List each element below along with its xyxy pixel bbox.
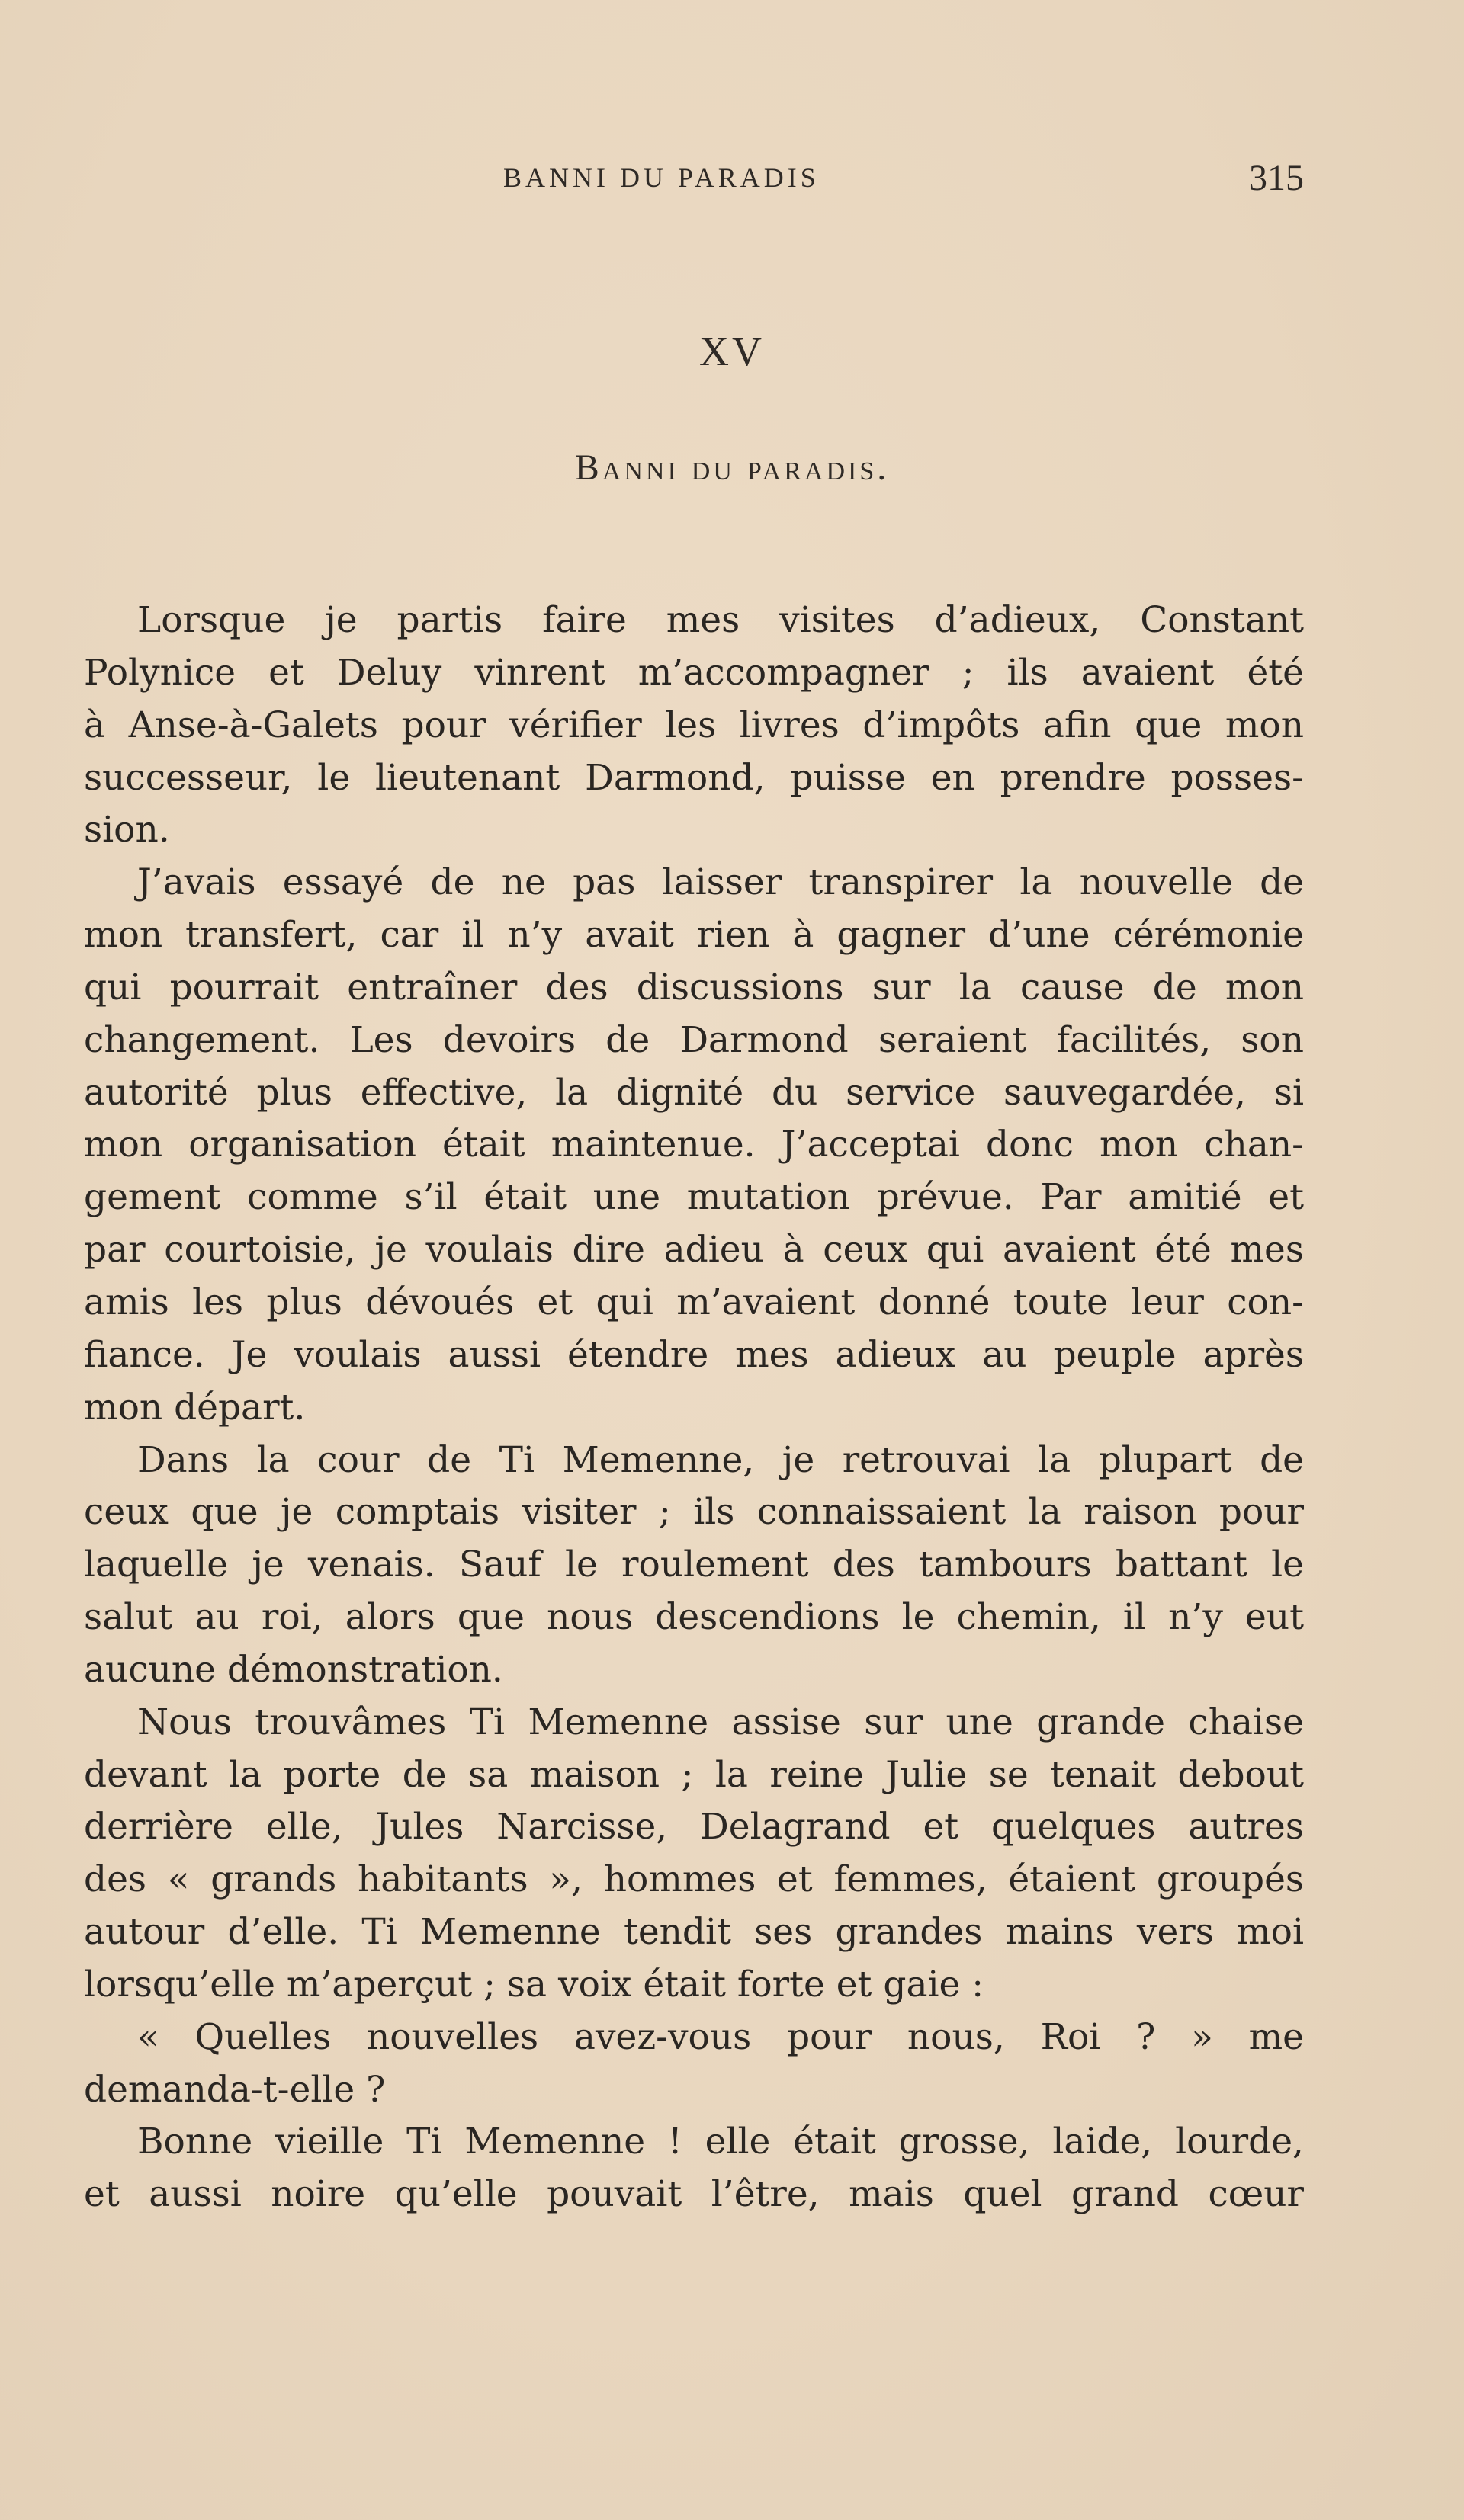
- text-line: par courtoisie, je voulais dire adieu à ceux qui avaient été mes: [84, 1229, 1304, 1271]
- text-line: Bonne vieille Ti Memenne ! elle était grosse, laide, lourde,: [137, 2121, 1304, 2163]
- page-number: 315: [1249, 158, 1304, 198]
- text-line: gement comme s’il était une mutation prévue. Par amitié et: [84, 1176, 1304, 1219]
- text-line: autour d’elle. Ti Memenne tendit ses grandes mains vers moi: [84, 1911, 1304, 1954]
- text-line: Nous trouvâmes Ti Memenne assise sur une grande chaise: [137, 1701, 1304, 1743]
- running-title: BANNI DU PARADIS: [503, 162, 820, 193]
- text-line: des « grands habitants », hommes et femmes, étaient groupés: [84, 1858, 1304, 1901]
- text-line: amis les plus dévoués et qui m’avaient donné toute leur con-: [84, 1281, 1304, 1323]
- text-line: mon départ.: [84, 1386, 306, 1428]
- text-line: devant la porte de sa maison ; la reine Julie se tenait debout: [84, 1753, 1304, 1796]
- text-line: sion.: [84, 809, 170, 851]
- text-line: et aussi noire qu’elle pouvait l’être, mais quel grand cœur: [84, 2173, 1304, 2216]
- text-line: derrière elle, Jules Narcisse, Delagrand et quelques autres: [84, 1806, 1304, 1848]
- text-line: ceux que je comptais visiter ; ils connaissaient la raison pour: [84, 1491, 1304, 1534]
- text-line: demanda-t-elle ?: [84, 2068, 386, 2111]
- running-head: [114, 158, 1304, 207]
- text-line: Polynice et Deluy vinrent m’accompagner ; ils avaient été: [84, 651, 1304, 694]
- chapter-number: XV: [699, 329, 765, 374]
- text-line: Dans la cour de Ti Memenne, je retrouvai la plupart de: [137, 1438, 1304, 1481]
- text-line: changement. Les devoirs de Darmond seraient facilités, son: [84, 1018, 1304, 1061]
- text-line: à Anse-à-Galets pour vérifier les livres d’impôts afin que mon: [84, 704, 1304, 746]
- text-line: salut au roi, alors que nous descendions le chemin, il n’y eut: [84, 1596, 1304, 1639]
- text-line: fiance. Je voulais aussi étendre mes adieux au peuple après: [84, 1333, 1304, 1376]
- body-text: [84, 595, 1304, 2221]
- text-line: qui pourrait entraîner des discussions sur la cause de mon: [84, 966, 1304, 1008]
- text-line: J’avais essayé de ne pas laisser transpirer la nouvelle de: [137, 861, 1304, 904]
- text-line: Lorsque je partis faire mes visites d’adieux, Constant: [137, 599, 1304, 641]
- text-line: laquelle je venais. Sauf le roulement des tambours battant le: [84, 1544, 1304, 1586]
- text-line: mon transfert, car il n’y avait rien à gagner d’une cérémonie: [84, 914, 1304, 957]
- text-line: successeur, le lieutenant Darmond, puisse en prendre posses-: [84, 756, 1304, 799]
- text-line: « Quelles nouvelles avez-vous pour nous, Roi ? » me: [137, 2015, 1304, 2058]
- chapter-title: Banni du paradis.: [574, 447, 890, 488]
- text-line: autorité plus effective, la dignité du service sauvegardée, si: [84, 1071, 1304, 1114]
- text-line: aucune démonstration.: [84, 1648, 503, 1691]
- text-line: lorsqu’elle m’aperçut ; sa voix était forte et gaie :: [84, 1963, 984, 2005]
- text-line: mon organisation était maintenue. J’acceptai donc mon chan-: [84, 1124, 1304, 1166]
